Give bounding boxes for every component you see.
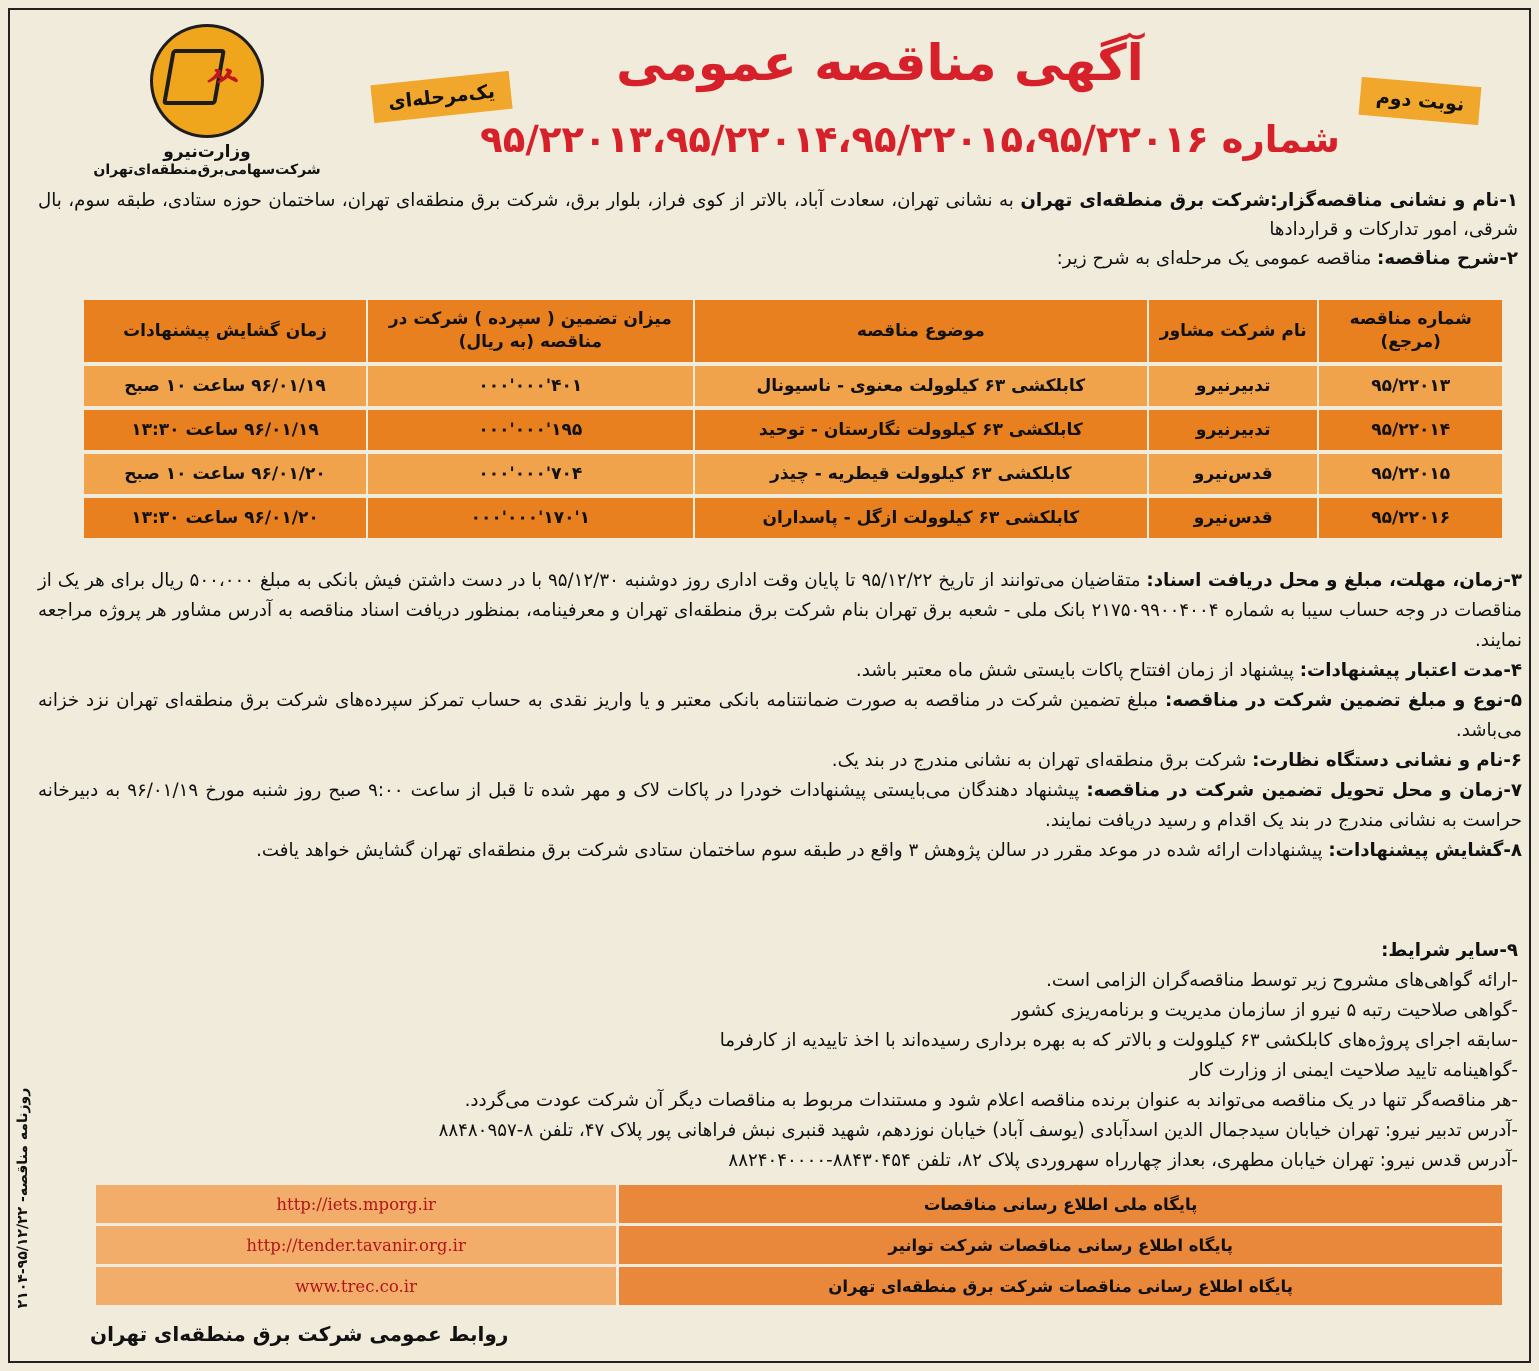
company-logo	[92, 24, 322, 178]
table-row	[82, 366, 1502, 406]
section-3-heading: ۳-زمان، مهلت، مبلغ و محل دریافت اسناد:	[1146, 570, 1522, 591]
public-relations-signature: روابط عمومی شرکت برق منطقه‌ای تهران	[90, 1322, 509, 1346]
cell-opening-time: ۹۶/۰۱/۲۰ ساعت ۱۳:۳۰	[82, 498, 366, 538]
section-5-heading: ۵-نوع و مبلغ تضمین شرکت در مناقصه:	[1164, 690, 1523, 711]
tender-numbers: شماره ۹۵/۲۲۰۱۳،۹۵/۲۲۰۱۴،۹۵/۲۲۰۱۵،۹۵/۲۲۰۱۶	[480, 118, 1340, 161]
table-row	[82, 454, 1502, 494]
section-5-text: مبلغ تضمین شرکت در مناقصه به صورت ضمانتنامه بانکی معتبر و یا واریز نقدی به حساب تمرکز سپرده‌های شرکت برق منطقه‌ای تهران نزد خزانه می‌باشد.	[38, 690, 1522, 741]
cell-tender-number: ۹۵/۲۲۰۱۳	[1317, 366, 1502, 406]
section-5	[38, 686, 1522, 746]
cell-opening-time: ۹۶/۰۱/۲۰ ساعت ۱۰ صبح	[82, 454, 366, 494]
col-consultant: نام شرکت مشاور	[1147, 300, 1317, 362]
cell-subject: کابلکشی ۶۳ کیلوولت قیطریه - چیذر	[693, 454, 1147, 494]
section-4	[38, 656, 1522, 686]
section-4-heading: ۴-مدت اعتبار پیشنهادات:	[1299, 660, 1522, 681]
portal-link[interactable]: http://iets.mporg.ir	[96, 1185, 616, 1223]
tender-table	[82, 296, 1502, 542]
portal-row	[96, 1185, 1502, 1223]
portal-link[interactable]: http://tender.tavanir.org.ir	[96, 1226, 616, 1264]
portals-table	[96, 1182, 1502, 1308]
col-tender-number: شماره مناقصه (مرجع)	[1317, 300, 1502, 362]
condition-item: -گواهینامه تایید صلاحیت ایمنی از وزارت کار	[1189, 1060, 1518, 1081]
condition-item: -هر مناقصه‌گر تنها در یک مناقصه می‌تواند به عنوان برنده مناقصه اعلام شود و مستندات مربوط به مناقصات دیگر آن شرکت عودت می‌گردد.	[464, 1090, 1518, 1111]
cell-consultant: قدس‌نیرو	[1147, 454, 1317, 494]
cell-tender-number: ۹۵/۲۲۰۱۵	[1317, 454, 1502, 494]
condition-item: -گواهی صلاحیت رتبه ۵ نیرو از سازمان مدیریت و برنامه‌ریزی کشور	[1012, 1000, 1518, 1021]
logo-company-name: شرکت‌سهامی‌برق‌منطقه‌ای‌تهران	[93, 162, 321, 178]
intro-sections	[38, 186, 1518, 273]
cell-tender-number: ۹۵/۲۲۰۱۶	[1317, 498, 1502, 538]
cell-opening-time: ۹۶/۰۱/۱۹ ساعت ۱۰ صبح	[82, 366, 366, 406]
cell-guarantee: ۷۰۴'۰۰۰'۰۰۰	[366, 454, 693, 494]
cell-subject: کابلکشی ۶۳ کیلوولت نگارستان - توحید	[693, 410, 1147, 450]
section-2	[38, 244, 1518, 273]
cell-subject: کابلکشی ۶۳ کیلوولت ازگل - پاسداران	[693, 498, 1147, 538]
portal-label: پایگاه اطلاع رسانی مناقصات شرکت توانیر	[616, 1226, 1502, 1264]
section-1-heading: ۱-نام و نشانی مناقصه‌گزار:	[1270, 190, 1518, 211]
section-6-heading: ۶-نام و نشانی دستگاه نظارت:	[1252, 750, 1522, 771]
cell-consultant: قدس‌نیرو	[1147, 498, 1317, 538]
table-row	[82, 410, 1502, 450]
portal-label: پایگاه ملی اطلاع رسانی مناقصات	[616, 1185, 1502, 1223]
section-3	[38, 566, 1522, 656]
notice-title: آگهی مناقصه عمومی	[616, 34, 1144, 92]
condition-item: -ارائه گواهی‌های مشروح زیر توسط مناقصه‌گران الزامی است.	[1046, 970, 1518, 991]
cell-opening-time: ۹۶/۰۱/۱۹ ساعت ۱۳:۳۰	[82, 410, 366, 450]
section-8-heading: ۸-گشایش پیشنهادات:	[1328, 840, 1522, 861]
logo-emblem-icon: ᄊ	[150, 24, 264, 138]
section-1	[38, 186, 1518, 244]
portal-row	[96, 1267, 1502, 1305]
section-7	[38, 776, 1522, 836]
section-9-heading: ۹-سایر شرایط:	[1381, 940, 1518, 961]
section-7-heading: ۷-زمان و محل تحویل تضمین شرکت در مناقصه:	[1086, 780, 1522, 801]
tender-table-header	[82, 300, 1502, 362]
condition-item: -سابقه اجرای پروژه‌های کابلکشی ۶۳ کیلوولت و بالاتر که به بهره برداری رسیده‌اند با اخذ تاییدیه از کارفرما	[719, 1030, 1518, 1051]
section-6	[38, 746, 1522, 776]
section-8	[38, 836, 1522, 866]
section-6-text: شرکت برق منطقه‌ای تهران به نشانی مندرج در بند یک.	[831, 750, 1253, 771]
section-2-heading: ۲-شرح مناقصه:	[1377, 248, 1518, 269]
col-guarantee: میزان تضمین ( سپرده ) شرکت در مناقصه (به ریال)	[366, 300, 693, 362]
logo-ministry-name: وزارت‌نیرو	[163, 142, 251, 162]
portal-label: پایگاه اطلاع رسانی مناقصات شرکت برق منطقه‌ای تهران	[616, 1267, 1502, 1305]
col-subject: موضوع مناقصه	[693, 300, 1147, 362]
newspaper-sidebar: روزنامه مناقصه- ۹۵/۱۲/۲۲-۲۱۰۴	[15, 1087, 31, 1309]
round-badge: نوبت دوم	[1359, 77, 1482, 125]
cell-subject: کابلکشی ۶۳ کیلوولت معنوی - ناسیونال	[693, 366, 1147, 406]
cell-tender-number: ۹۵/۲۲۰۱۴	[1317, 410, 1502, 450]
section-3-text: متقاضیان می‌توانند از تاریخ ۹۵/۱۲/۲۲ تا پایان وقت اداری روز دوشنبه ۹۵/۱۲/۳۰ با در دست داشتن فیش بانکی به مبلغ ۵۰۰،۰۰۰ ریال برای هر یک از مناقصات در وجه حساب سیبا به شماره ۲۱۷۵۰۹۹۰۰۴۰۰۴ بانک ملی - شعبه برق تهران بنام شرکت برق منطقه‌ای تهران و معرفینامه، بمنظور دریافت اسناد مناقصه به آدرس مشاور هر پروژه مراجعه نمایند.	[38, 570, 1522, 651]
cell-guarantee: ۱'۱۷۰'۰۰۰'۰۰۰	[366, 498, 693, 538]
portal-link[interactable]: www.trec.co.ir	[96, 1267, 616, 1305]
table-row	[82, 498, 1502, 538]
section-8-text: پیشنهادات ارائه شده در موعد مقرر در سالن پژوهش ۳ واقع در طبقه سوم ساختمان ستادی شرکت برق منطقه‌ای تهران گشایش خواهد یافت.	[256, 840, 1329, 861]
other-conditions	[38, 936, 1518, 1176]
cell-guarantee: ۱۹۵'۰۰۰'۰۰۰	[366, 410, 693, 450]
section-1-text: به نشانی تهران، سعادت آباد، بالاتر از کوی فراز، بلوار برق، شرکت برق منطقه‌ای تهران، ساختمان حوزه ستادی، طبقه سوم، بال شرقی، امور تدارکات و قراردادها	[38, 190, 1518, 240]
col-opening-time: زمان گشایش پیشنهادات	[82, 300, 366, 362]
cell-consultant: تدبیرنیرو	[1147, 366, 1317, 406]
middle-sections	[38, 566, 1522, 866]
cell-consultant: تدبیرنیرو	[1147, 410, 1317, 450]
cell-guarantee: ۴۰۱'۰۰۰'۰۰۰	[366, 366, 693, 406]
section-1-company: شرکت برق منطقه‌ای تهران	[1020, 190, 1271, 211]
portal-row	[96, 1226, 1502, 1264]
consultant-address-tadbir: -آدرس تدبیر نیرو: تهران خیابان سیدجمال الدین اسدآبادی (یوسف آباد) خیابان نوزدهم، شهید قنبری نبش فراهانی پور پلاک ۴۷، تلفن ۸-۸۸۴۸۰۹۵۷	[438, 1120, 1518, 1141]
consultant-address-qods: -آدرس قدس نیرو: تهران خیابان مطهری، بعداز چهارراه سهروردی پلاک ۸۲، تلفن ۸۸۴۳۰۴۵۴-۸۸۲۴۰۴۰۰۰۰	[728, 1150, 1518, 1171]
stage-badge: یک‌مرحله‌ای	[370, 71, 512, 123]
section-7-text: پیشنهاد دهندگان می‌بایستی پیشنهادات خودرا در پاکات لاک و مهر شده تا قبل از ساعت ۹:۰۰ صبح روز شنبه مورخ ۹۶/۰۱/۱۹ به دبیرخانه حراست به نشانی مندرج در بند یک اقدام و رسید دریافت نمایند.	[38, 780, 1522, 831]
section-2-text: مناقصه عمومی یک مرحله‌ای به شرح زیر:	[1056, 248, 1378, 269]
section-4-text: پیشنهاد از زمان افتتاح پاکات بایستی شش ماه معتبر باشد.	[855, 660, 1300, 681]
